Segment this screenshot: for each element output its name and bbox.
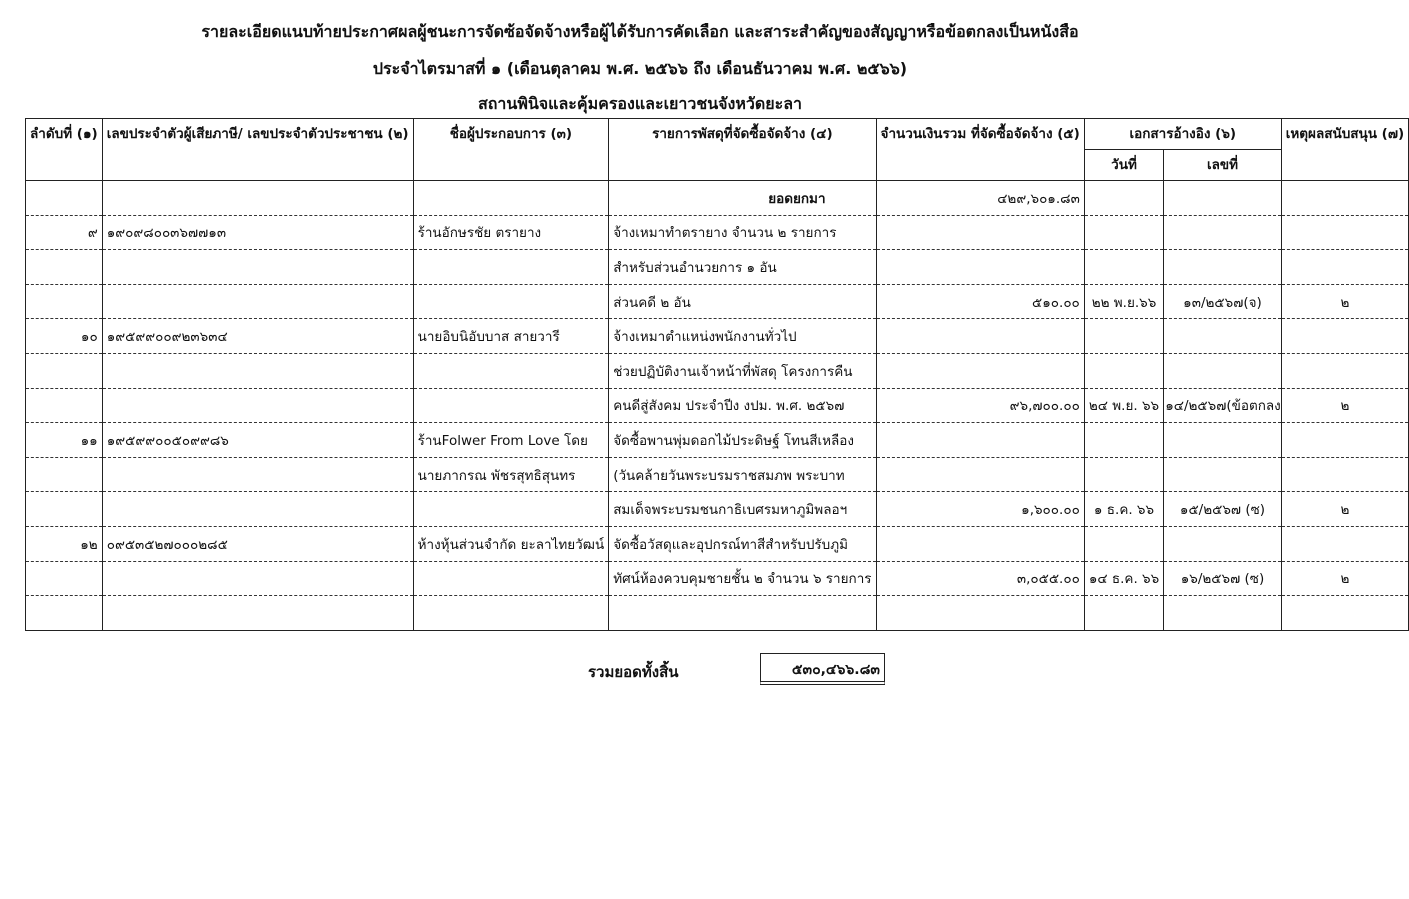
cell-amount: ๓,๐๕๕.๐๐ [876, 561, 1084, 596]
cell-taxid [102, 250, 413, 285]
cell-vendor: นายภากรณ พัชรสุทธิสุนทร [413, 457, 609, 492]
table-row [26, 526, 1409, 561]
cell-vendor [413, 492, 609, 527]
cell-date [1084, 215, 1163, 250]
cell-seq [26, 492, 103, 527]
table-body [26, 181, 1409, 631]
cell-taxid [102, 457, 413, 492]
cell-item: ช่วยปฏิบัติงานเจ้าหน้าที่พัสดุ โครงการคืน [609, 353, 876, 388]
cell-item: ส่วนคดี ๒ อัน [609, 284, 876, 319]
cell-seq [26, 250, 103, 285]
cell-amount [876, 215, 1084, 250]
cell-item: จ้างเหมาตำแหน่งพนักงานทั่วไป [609, 319, 876, 354]
cell-date [1084, 457, 1163, 492]
cell-date [1084, 596, 1163, 631]
quarter-subtitle: ประจำไตรมาสที่ ๑ (เดือนตุลาคม พ.ศ. ๒๕๖๖ ถึง เดือนธันวาคม พ.ศ. ๒๕๖๖) [372, 59, 908, 78]
col-header-taxid: เลขประจำตัวผู้เสียภาษี/ เลขประจำตัวประชาชน (๒) [102, 119, 413, 181]
cell-docno: ๑๔/๒๕๖๗(ข้อตกลง [1164, 388, 1282, 423]
col-header-vendor: ชื่อผู้ประกอบการ (๓) [413, 119, 609, 181]
cell-taxid [102, 561, 413, 596]
cell-seq [26, 284, 103, 319]
cell-amount [876, 526, 1084, 561]
cell-seq: ๙ [26, 215, 103, 250]
cell-item: สำหรับส่วนอำนวยการ ๑ อัน [609, 250, 876, 285]
table-row [26, 215, 1409, 250]
cell-item: จัดซื้อวัสดุและอุปกรณ์ทาสีสำหรับปรับภูมิ [609, 526, 876, 561]
cell-docno [1164, 181, 1282, 216]
cell-date [1084, 319, 1163, 354]
table-row [26, 319, 1409, 354]
cell-docno [1164, 423, 1282, 458]
cell-taxid [102, 181, 413, 216]
cell-docno [1164, 526, 1282, 561]
cell-docno [1164, 596, 1282, 631]
cell-item: สมเด็จพระบรมชนกาธิเบศรมหาภูมิพลอฯ [609, 492, 876, 527]
table-row [26, 561, 1409, 596]
cell-docno [1164, 250, 1282, 285]
cell-seq [26, 181, 103, 216]
cell-taxid [102, 388, 413, 423]
cell-seq [26, 353, 103, 388]
table-row [26, 250, 1409, 285]
cell-vendor: ห้างหุ้นส่วนจำกัด ยะลาไทยวัฒน์ [413, 526, 609, 561]
grand-total-label: รวมยอดทั้งสิ้น [588, 663, 679, 681]
cell-reason [1281, 596, 1408, 631]
document-title: รายละเอียดแนบท้ายประกาศผลผู้ชนะการจัดซ้อจัดจ้างหรือผู้ได้รับการคัดเลือก และสาระสำคัญของสัญญาหรือข้อตกลงเป็นหนังสือ [201, 22, 1079, 41]
cell-seq [26, 457, 103, 492]
cell-reason [1281, 526, 1408, 561]
cell-vendor: นายอิบนิอับบาส สายวารี [413, 319, 609, 354]
cell-reason [1281, 423, 1408, 458]
col-header-docno: เลขที่ [1164, 150, 1282, 181]
cell-vendor [413, 388, 609, 423]
grand-total-amount: ๕๓๐,๔๖๖.๘๓ [760, 653, 885, 685]
cell-vendor [413, 181, 609, 216]
cell-amount: ๑,๖๐๐.๐๐ [876, 492, 1084, 527]
cell-docno [1164, 457, 1282, 492]
cell-vendor [413, 596, 609, 631]
agency-name: สถานพินิจและคุ้มครองและเยาวชนจังหวัดยะลา [477, 94, 803, 113]
cell-date [1084, 423, 1163, 458]
cell-seq: ๑๑ [26, 423, 103, 458]
cell-date: ๒๔ พ.ย. ๖๖ [1084, 388, 1163, 423]
cell-taxid: ๑๙๕๙๙๐๐๕๐๙๙๘๖ [102, 423, 413, 458]
cell-amount [876, 457, 1084, 492]
cell-docno: ๑๓/๒๕๖๗(จ) [1164, 284, 1282, 319]
table-row [26, 596, 1409, 631]
col-header-item: รายการพัสดุที่จัดซื้อจัดจ้าง (๔) [609, 119, 876, 181]
cell-date [1084, 526, 1163, 561]
cell-item: จัดซื้อพานพุ่มดอกไม้ประดิษฐ์ โทนสีเหลือง [609, 423, 876, 458]
cell-vendor: ร้านFolwer From Love โดย [413, 423, 609, 458]
table-row [26, 353, 1409, 388]
cell-date [1084, 181, 1163, 216]
cell-vendor: ร้านอักษรชัย ตรายาง [413, 215, 609, 250]
cell-item: (วันคล้ายวันพระบรมราชสมภพ พระบาท [609, 457, 876, 492]
cell-date: ๑ ธ.ค. ๖๖ [1084, 492, 1163, 527]
cell-date [1084, 353, 1163, 388]
cell-taxid: ๑๙๕๙๙๐๐๙๒๓๖๓๔ [102, 319, 413, 354]
cell-taxid: ๐๙๕๓๕๒๗๐๐๐๒๘๕ [102, 526, 413, 561]
cell-amount [876, 353, 1084, 388]
cell-reason [1281, 319, 1408, 354]
cell-reason [1281, 353, 1408, 388]
cell-amount: ๙๖,๗๐๐.๐๐ [876, 388, 1084, 423]
cell-reason [1281, 457, 1408, 492]
table-row [26, 457, 1409, 492]
col-header-date: วันที่ [1084, 150, 1163, 181]
table-row [26, 423, 1409, 458]
cell-docno [1164, 353, 1282, 388]
cell-date: ๑๔ ธ.ค. ๖๖ [1084, 561, 1163, 596]
col-header-amount: จำนวนเงินรวม ที่จัดซื้อจัดจ้าง (๕) [876, 119, 1084, 181]
cell-docno [1164, 215, 1282, 250]
cell-reason: ๒ [1281, 561, 1408, 596]
cell-seq [26, 388, 103, 423]
col-header-refdoc: เอกสารอ้างอิง (๖) [1084, 119, 1281, 150]
cell-reason [1281, 250, 1408, 285]
cell-reason: ๒ [1281, 492, 1408, 527]
cell-seq [26, 561, 103, 596]
cell-seq: ๑๒ [26, 526, 103, 561]
cell-amount [876, 319, 1084, 354]
cell-vendor [413, 250, 609, 285]
table-row [26, 284, 1409, 319]
cell-reason [1281, 181, 1408, 216]
cell-amount [876, 596, 1084, 631]
cell-amount: ๔๒๙,๖๐๑.๘๓ [876, 181, 1084, 216]
cell-reason [1281, 215, 1408, 250]
cell-item: ยอดยกมา [609, 181, 876, 216]
cell-item: คนดีสู่สังคม ประจำปีง งปม. พ.ศ. ๒๕๖๗ [609, 388, 876, 423]
table-row [26, 388, 1409, 423]
cell-taxid: ๑๙๐๙๘๐๐๓๖๗๗๑๓ [102, 215, 413, 250]
cell-taxid [102, 492, 413, 527]
cell-amount [876, 423, 1084, 458]
procurement-table [25, 118, 1409, 631]
cell-date: ๒๒ พ.ย.๖๖ [1084, 284, 1163, 319]
cell-seq: ๑๐ [26, 319, 103, 354]
cell-docno: ๑๖/๒๕๖๗ (ซ) [1164, 561, 1282, 596]
cell-item: จ้างเหมาทำตรายาง จำนวน ๒ รายการ [609, 215, 876, 250]
cell-vendor [413, 561, 609, 596]
cell-taxid [102, 596, 413, 631]
cell-reason: ๒ [1281, 284, 1408, 319]
cell-docno: ๑๕/๒๕๖๗ (ซ) [1164, 492, 1282, 527]
col-header-reason: เหตุผลสนับสนุน (๗) [1281, 119, 1408, 181]
table-row [26, 492, 1409, 527]
cell-amount [876, 250, 1084, 285]
cell-taxid [102, 353, 413, 388]
cell-seq [26, 596, 103, 631]
cell-reason: ๒ [1281, 388, 1408, 423]
cell-date [1084, 250, 1163, 285]
cell-taxid [102, 284, 413, 319]
cell-vendor [413, 284, 609, 319]
cell-docno [1164, 319, 1282, 354]
table-row [26, 181, 1409, 216]
cell-item: ทัศน์ห้องควบคุมชายชั้น ๒ จำนวน ๖ รายการ [609, 561, 876, 596]
cell-vendor [413, 353, 609, 388]
col-header-seq: ลำดับที่ (๑) [26, 119, 103, 181]
cell-amount: ๕๑๐.๐๐ [876, 284, 1084, 319]
cell-item [609, 596, 876, 631]
